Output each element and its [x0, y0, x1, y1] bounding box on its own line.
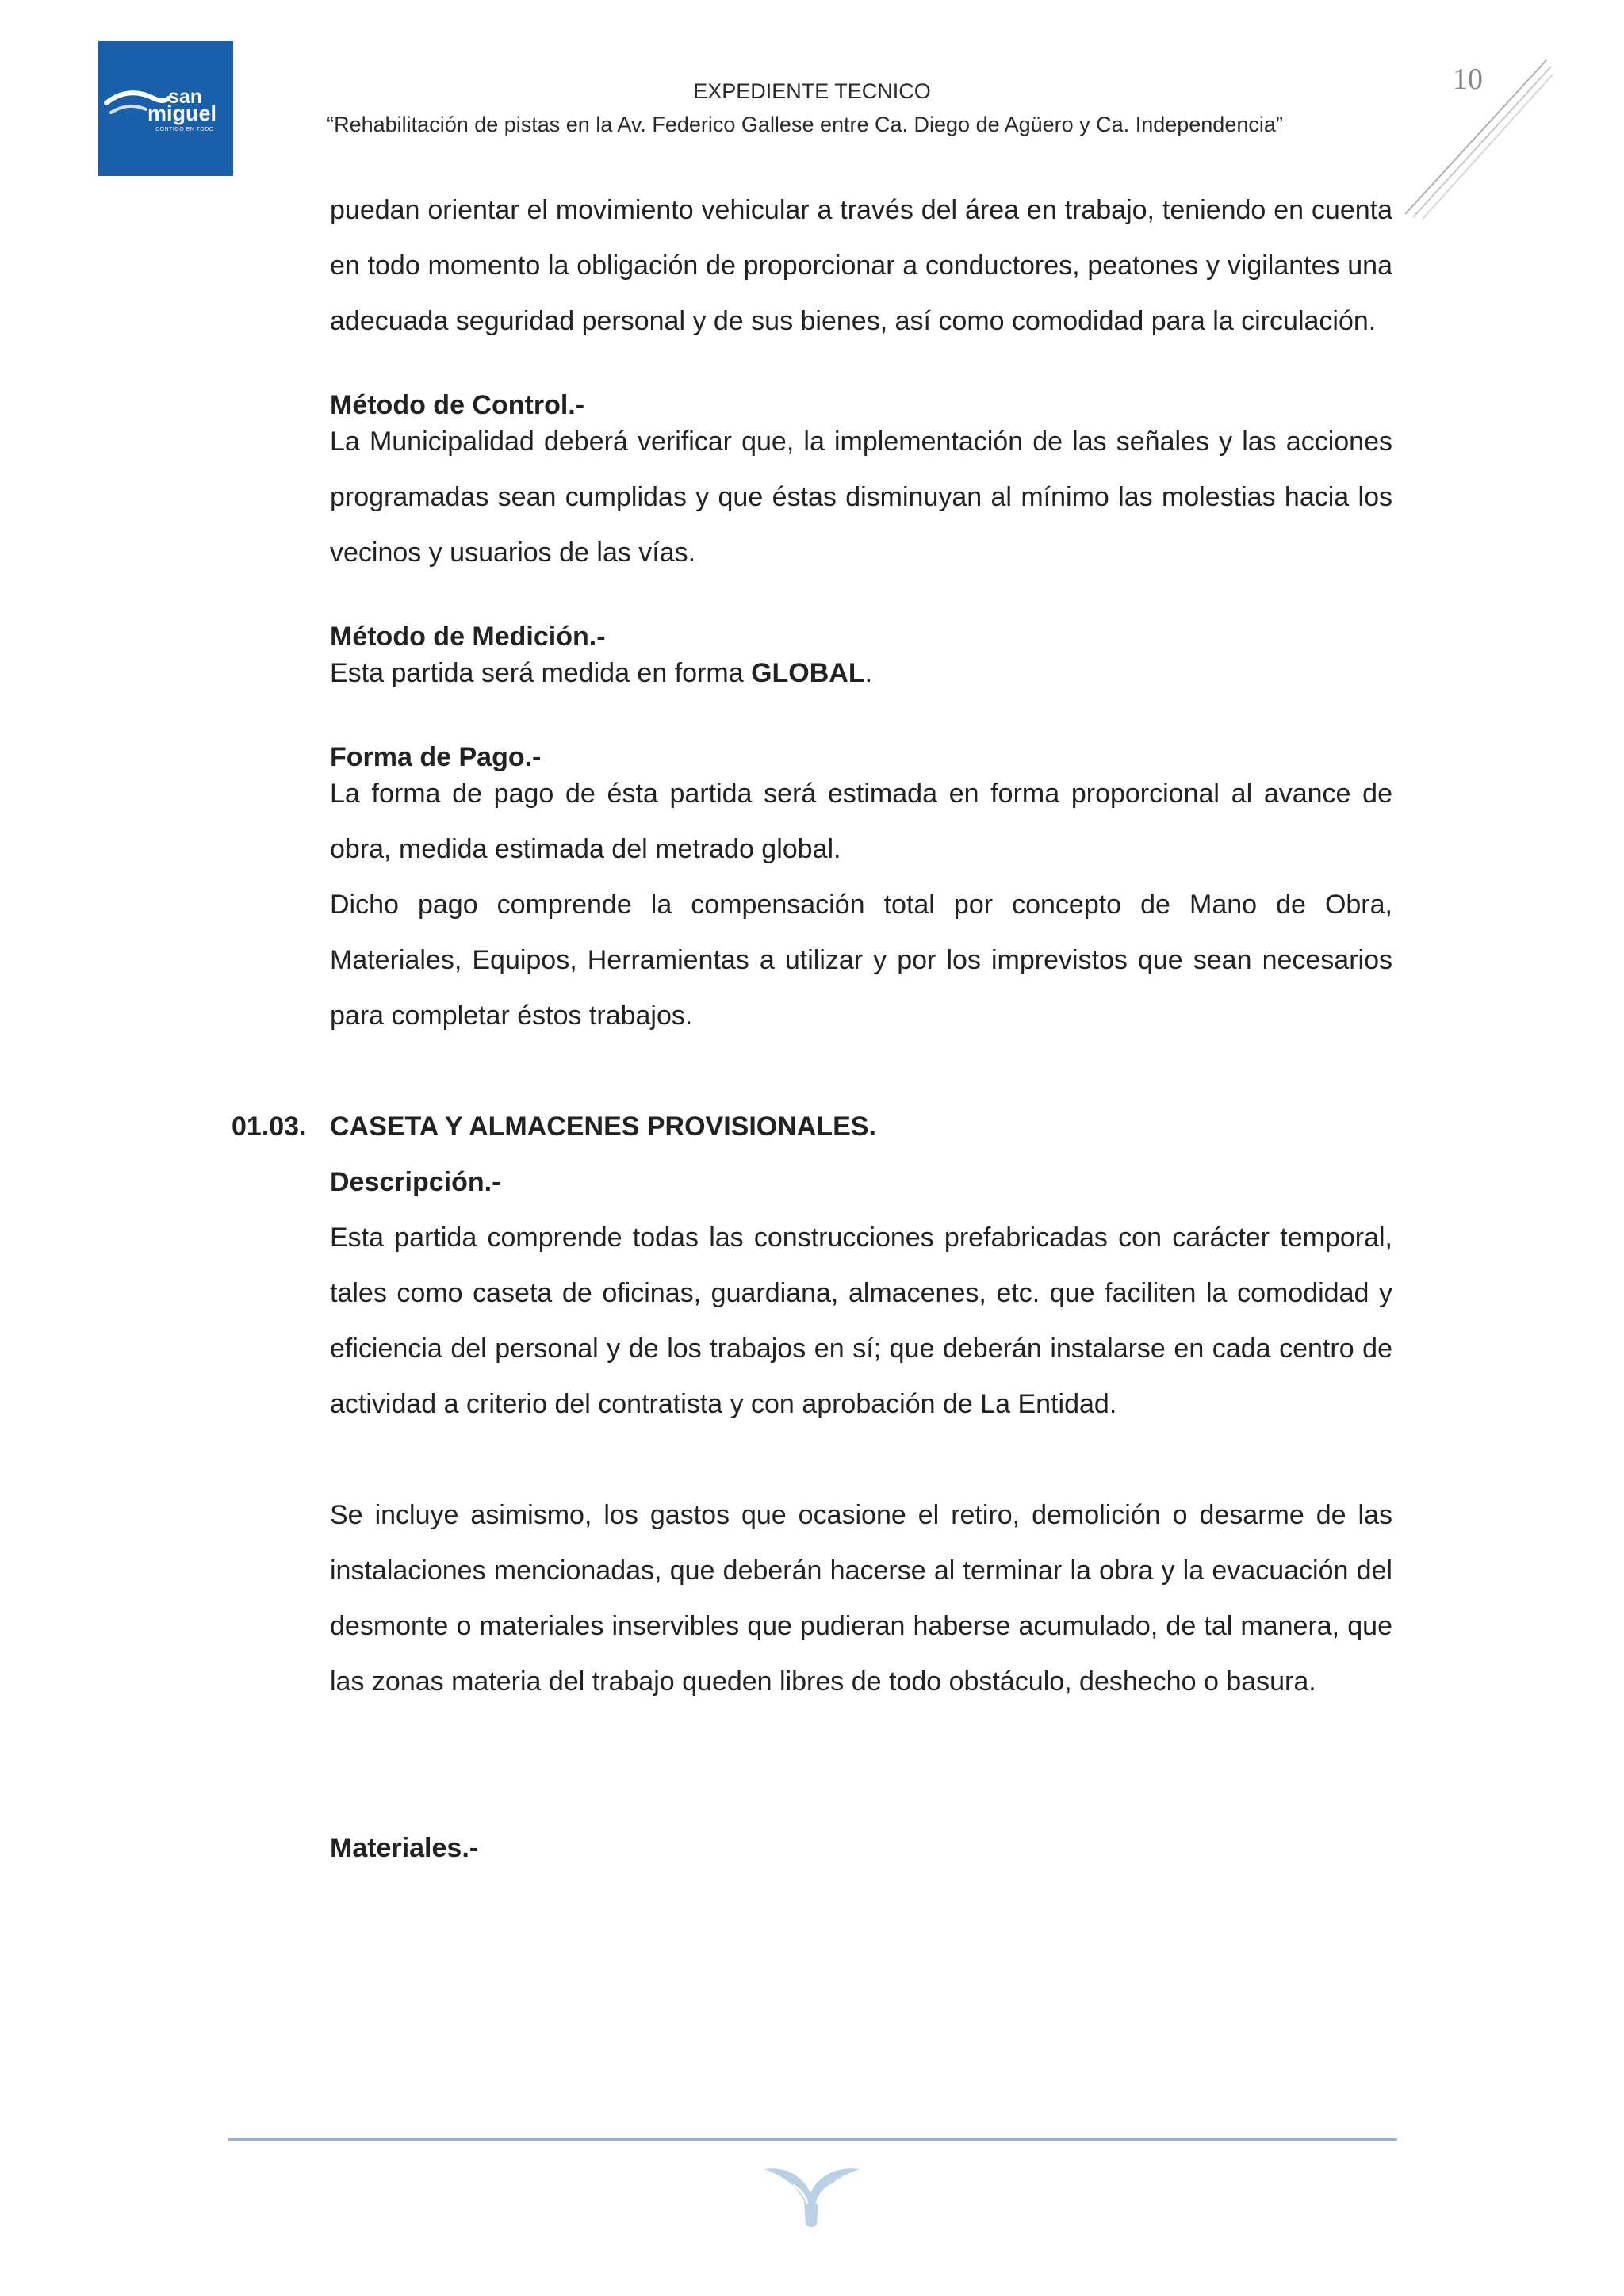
medicion-text [330, 645, 1392, 701]
corner-decoration [1396, 55, 1554, 230]
municipality-logo [98, 41, 233, 176]
descripcion-heading: Descripción.- [330, 1167, 501, 1197]
medicion-heading: Método de Medición.- [330, 622, 606, 652]
logo-text-san: san [168, 86, 203, 108]
footer-divider [228, 2138, 1397, 2141]
medicion-text-global: GLOBAL [751, 658, 865, 688]
descripcion-text-1: Esta partida comprende todas las construcciones prefabricadas con carácter temporal, tales como caseta de oficinas, guardiana, almacenes, etc. que faciliten la comodidad y eficiencia del personal y de los trabajos en sí; que deberán instalarse en cada centro de actividad a criterio del contratista y con aprobación de La Entidad. [330, 1223, 1392, 1419]
control-text: La Municipalidad deberá verificar que, la implementación de las señales y las acciones programadas sean cumplidas y que éstas disminuyan al mínimo las molestias hacia los vecinos y usuarios de las vías. [330, 427, 1392, 568]
page-number: 10 [1453, 63, 1483, 96]
logo-tagline: CONTIGO EN TODO [155, 127, 214, 132]
logo-text-miguel: miguel [147, 101, 217, 125]
section-title: CASETA Y ALMACENES PROVISIONALES. [330, 1112, 876, 1142]
descripcion-text-2: Se incluye asimismo, los gastos que ocasione el retiro, demolición o desarme de las instalaciones mencionadas, que deberán hacerse al terminar la obra y la evacuación del desmonte o materiales inservibles que pudieran haberse acumulado, de tal manera, que las zonas materia del trabajo queden libres de todo obstáculo, deshecho o basura. [330, 1500, 1392, 1697]
intro-paragraph: puedan orientar el movimiento vehicular a través del área en trabajo, teniendo en cuenta en todo momento la obligación de proporcionar a conductores, peatones y vigilantes una adecuada seguridad personal y de sus bienes, así como comodidad para la circulación. [330, 195, 1392, 336]
medicion-text-end: . [864, 658, 873, 688]
pago-heading: Forma de Pago.- [330, 742, 542, 772]
seagull-icon [761, 2158, 864, 2229]
medicion-text-main: Esta partida será medida en forma [330, 658, 752, 688]
pago-text-1: La forma de pago de ésta partida será estimada en forma proporcional al avance de obra, medida estimada del metrado global. [330, 779, 1392, 864]
document-body [232, 182, 1392, 1876]
section-number: 01.03. [232, 1112, 307, 1142]
document-title: EXPEDIENTE TECNICO [693, 79, 931, 103]
document-subtitle: “Rehabilitación de pistas en la Av. Federico Gallese entre Ca. Diego de Agüero y Ca. Independencia” [327, 113, 1283, 136]
section-heading [232, 1099, 1392, 1154]
pago-text-2: Dicho pago comprende la compensación total por concepto de Mano de Obra, Materiales, Equipos, Herramientas a utilizar y por los imprevistos que sean necesarios para completar éstos trabajos. [330, 890, 1392, 1031]
control-heading: Método de Control.- [330, 390, 585, 420]
materiales-heading: Materiales.- [330, 1833, 479, 1863]
